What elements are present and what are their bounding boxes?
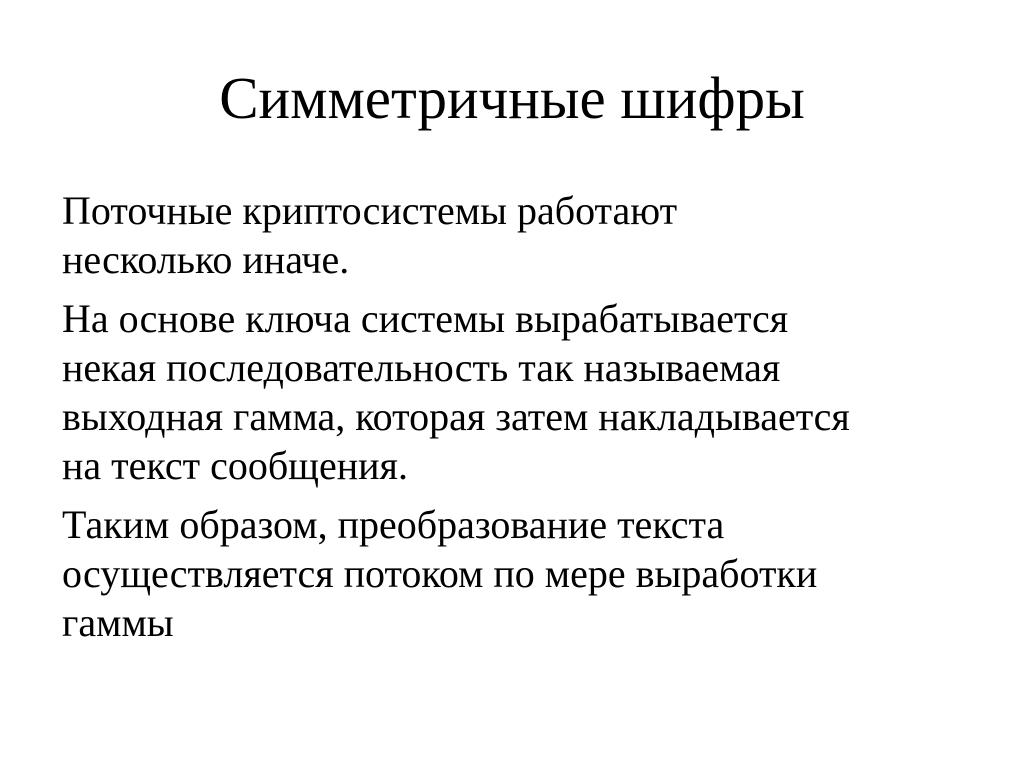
paragraph-transformation xyxy=(62,500,982,647)
text-line: несколько иначе. xyxy=(62,237,350,282)
paragraph-stream-ciphers xyxy=(62,186,982,284)
text-line: На основе ключа системы вырабатывается xyxy=(62,296,789,341)
text-line: Поточные криптосистемы работают xyxy=(62,188,678,233)
text-line: на текст сообщения. xyxy=(62,443,408,488)
text-line: некая последовательность так называемая xyxy=(62,345,781,390)
paragraph-keystream xyxy=(62,294,982,490)
slide-title: Симметричные шифры xyxy=(219,65,805,131)
text-line: осуществляется потоком по мере выработки xyxy=(62,551,818,596)
text-line: выходная гамма, которая затем накладывается xyxy=(62,394,850,439)
text-line: Таким образом, преобразование текста xyxy=(62,502,725,547)
slide-body xyxy=(62,186,982,657)
text-line: гаммы xyxy=(62,600,174,645)
